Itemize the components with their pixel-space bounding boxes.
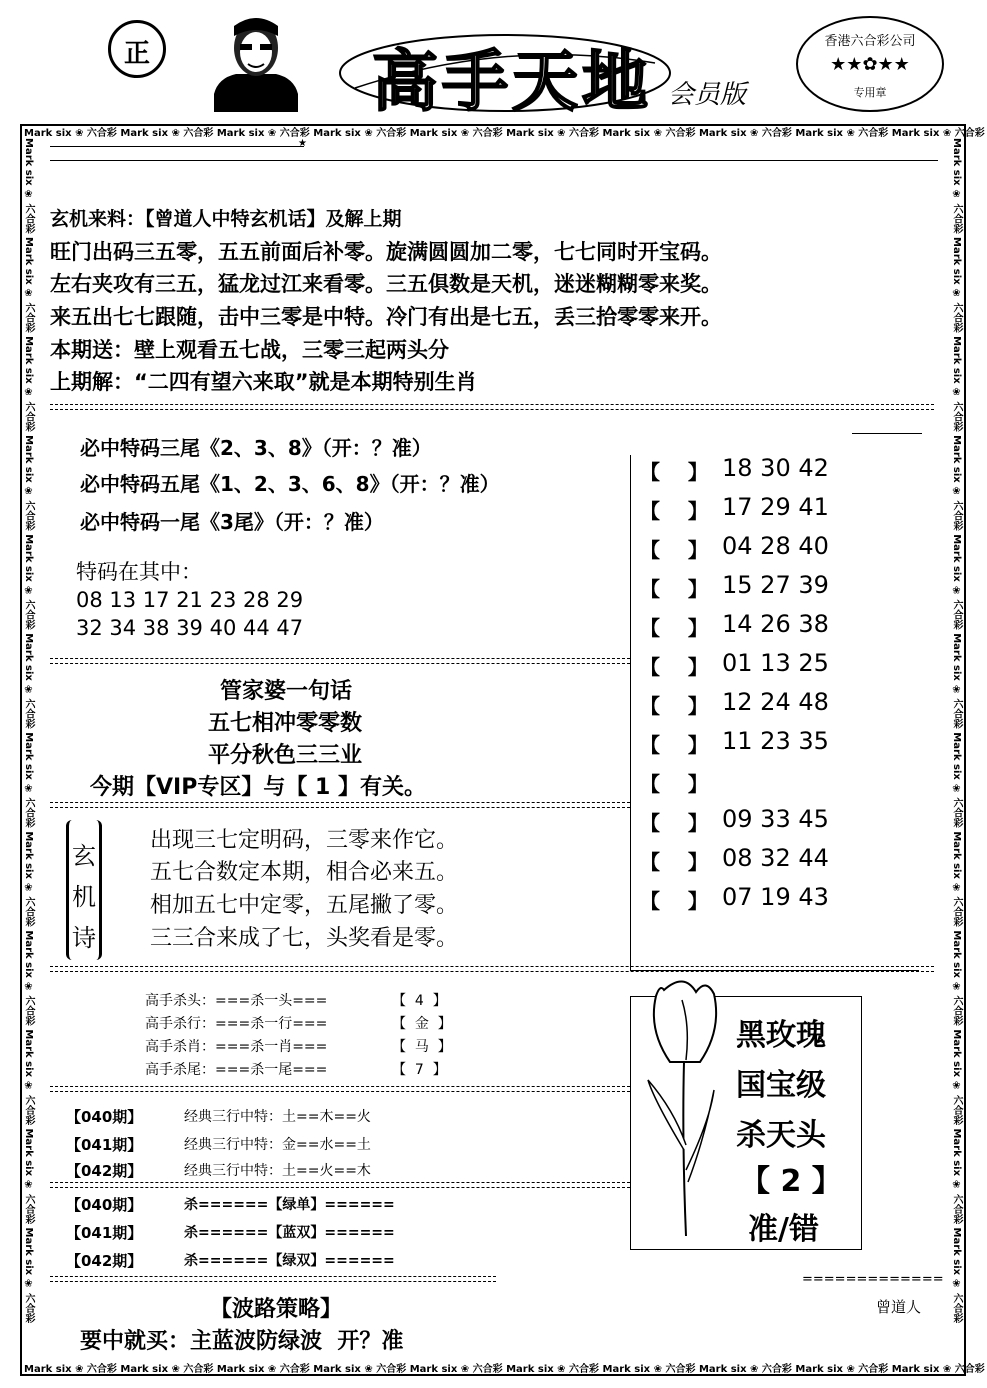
divider	[50, 1086, 630, 1092]
list-bracket: 【 】	[640, 889, 708, 913]
list-numbers: 15 27 39	[722, 571, 829, 599]
poem-tag-char: 玄	[72, 842, 96, 870]
list-bracket: 【 】	[640, 538, 708, 562]
period-label: 【041期】	[66, 1224, 143, 1242]
riddle-line-4: 本期送：壁上观看五七战，三零三起两头分	[50, 338, 449, 362]
rose-line-3: 杀天头	[736, 1118, 826, 1153]
list-numbers: 08 32 44	[722, 844, 829, 872]
housekeeper-line-2: 平分秋色三三业	[208, 743, 363, 768]
riddle-line-5: 上期解：“二四有望六来取”就是本期特别生肖	[50, 370, 477, 394]
tails-numbers-2: 32 34 38 39 40 44 47	[76, 616, 304, 640]
list-bracket: 【 】	[640, 616, 708, 640]
tails-numbers-1: 08 13 17 21 23 28 29	[76, 588, 304, 612]
tails-line-3: 必中特码一尾《3尾》（开：？准）	[80, 510, 384, 534]
poem-line: 出现三七定明码，三零来作它。	[150, 828, 459, 853]
page-subtitle: 会员版	[668, 80, 747, 110]
divider	[50, 404, 934, 410]
list-bracket: 【 】	[640, 655, 708, 679]
border-bottom: Mark six ❀ 六合彩 Mark six ❀ 六合彩 Mark six ❀ 六合彩 Mark six ❀ 六合彩 Mark six ❀ 六合彩 Mark six ❀ 六合彩 Mark six ❀ 六合彩 Mark six ❀ 六合彩 Mark six ❀ 六合彩 Mark six ❀ 六合彩	[24, 1364, 985, 1375]
company-seal	[796, 16, 944, 112]
period-label: 【042期】	[66, 1162, 143, 1180]
badge-text: 正	[123, 39, 150, 69]
list-bracket: 【 】	[640, 811, 708, 835]
tulip-icon	[634, 970, 726, 1240]
kill-value: 【 金 】	[392, 1016, 452, 1032]
period-label: 【041期】	[66, 1136, 143, 1154]
border-top: Mark six ❀ 六合彩 Mark six ❀ 六合彩 Mark six ❀ 六合彩 Mark six ❀ 六合彩 Mark six ❀ 六合彩 Mark six ❀ 六合彩 Mark six ❀ 六合彩 Mark six ❀ 六合彩 Mark six ❀ 六合彩 Mark six ❀ 六合彩	[24, 128, 985, 139]
tails-label: 特码在其中：	[76, 560, 202, 584]
period-label: 【040期】	[66, 1196, 143, 1214]
right-short-rule	[852, 433, 922, 434]
period-label: 【042期】	[66, 1252, 143, 1270]
list-numbers: 04 28 40	[722, 532, 829, 560]
element-text: 经典三行中特：金==水==土	[184, 1137, 371, 1153]
divider	[50, 1182, 630, 1188]
top-rule	[50, 146, 304, 147]
divider	[50, 966, 934, 972]
poem-tag-char: 机	[72, 883, 96, 911]
list-numbers: 01 13 25	[722, 649, 829, 677]
list-numbers: 07 19 43	[722, 883, 829, 911]
wave-deco: =============	[802, 1272, 944, 1287]
border-left: Mark six ❀ 六合彩 Mark six ❀ 六合彩 Mark six ❀ 六合彩 Mark six ❀ 六合彩 Mark six ❀ 六合彩 Mark six ❀ 六合彩 Mark six ❀ 六合彩 Mark six ❀ 六合彩 Mark six ❀ 六合彩 Mark six ❀ 六合彩 Mark six ❀ 六合彩 Mark six ❀ 六合彩	[23, 138, 34, 1324]
period-label: 【040期】	[66, 1108, 143, 1126]
tails-line-2: 必中特码五尾《1、2、3、6、8》（开：？准）	[80, 472, 500, 496]
list-bracket: 【 】	[640, 850, 708, 874]
poem-tag-char: 诗	[72, 924, 96, 952]
badge-circle	[108, 20, 166, 78]
kill-label: 高手杀肖：===杀一肖===	[145, 1039, 328, 1055]
list-numbers: 17 29 41	[722, 493, 829, 521]
color-kill-text: 杀======【绿双】======	[184, 1253, 395, 1269]
wave-text: 要中就买：主蓝波防绿波 开？准	[80, 1329, 404, 1354]
kill-label: 高手杀尾：===杀一尾===	[145, 1062, 328, 1078]
riddle-heading: 玄机来料：【曾道人中特玄机话】及解上期	[50, 208, 402, 230]
kill-value: 【 马 】	[392, 1039, 452, 1055]
portrait-image	[212, 12, 300, 112]
list-numbers: 18 30 42	[722, 454, 829, 482]
housekeeper-title: 管家婆一句话	[220, 679, 353, 704]
kill-label: 高手杀行：===杀一行===	[145, 1016, 328, 1032]
list-bracket: 【 】	[640, 577, 708, 601]
list-bracket: 【 】	[640, 772, 708, 796]
rose-line-5: 准/错	[748, 1212, 819, 1247]
riddle-line-3: 来五出七七跟随，击中三零是中特。冷门有出是七五，丢三拾零零来开。	[50, 305, 722, 329]
seal-stars: ★★✿★★	[830, 54, 910, 75]
rose-line-1: 黑玫瑰	[736, 1018, 826, 1053]
divider	[50, 802, 630, 808]
element-text: 经典三行中特：土==木==火	[184, 1109, 371, 1125]
author-name: 曾道人	[876, 1298, 922, 1316]
top-rule-star: ★	[298, 138, 307, 149]
list-numbers: 12 24 48	[722, 688, 829, 716]
riddle-line-2: 左右夹攻有三五，猛龙过江来看零。三五倶数是天机，迷迷糊糊零来奖。	[50, 272, 722, 296]
kill-value: 【 4 】	[392, 993, 447, 1009]
seal-top-text: 香港六合彩公司	[824, 34, 916, 49]
color-kill-text: 杀======【绿单】======	[184, 1197, 395, 1213]
poem-line: 三三合来成了七，头奖看是零。	[150, 926, 459, 951]
housekeeper-line-1: 五七相冲零零数	[208, 711, 363, 736]
list-bracket: 【 】	[640, 460, 708, 484]
top-rule-long	[50, 160, 938, 161]
rose-line-4: 【 2 】	[740, 1164, 842, 1199]
poem-tag	[66, 820, 102, 960]
list-numbers: 09 33 45	[722, 805, 829, 833]
list-bracket: 【 】	[640, 499, 708, 523]
seal-bottom-text: 专用章	[853, 86, 887, 99]
kill-value: 【 7 】	[392, 1062, 447, 1078]
riddle-line-1: 旺门出码三五零，五五前面后补零。旋满圆圆加二零，七七同时开宝码。	[50, 240, 722, 264]
housekeeper-line-3: 今期【VIP专区】与【 1 】有关。	[90, 775, 426, 800]
border-right: Mark six ❀ 六合彩 Mark six ❀ 六合彩 Mark six ❀ 六合彩 Mark six ❀ 六合彩 Mark six ❀ 六合彩 Mark six ❀ 六合彩 Mark six ❀ 六合彩 Mark six ❀ 六合彩 Mark six ❀ 六合彩 Mark six ❀ 六合彩 Mark six ❀ 六合彩 Mark six ❀ 六合彩	[951, 138, 962, 1324]
element-text: 经典三行中特：土==火==木	[184, 1163, 371, 1179]
rose-line-2: 国宝级	[736, 1068, 826, 1103]
tails-line-1: 必中特码三尾《2、3、8》（开：？准）	[80, 436, 432, 460]
list-numbers: 11 23 35	[722, 727, 829, 755]
color-kill-text: 杀======【蓝双】======	[184, 1225, 395, 1241]
poem-line: 相加五七中定零，五尾撇了零。	[150, 893, 459, 918]
list-bracket: 【 】	[640, 694, 708, 718]
kill-label: 高手杀头：===杀一头===	[145, 993, 328, 1009]
poem-line: 五七合数定本期，相合必来五。	[150, 860, 459, 885]
wave-title: 【波路策略】	[210, 1297, 343, 1322]
divider	[50, 1276, 496, 1282]
divider	[50, 658, 630, 664]
list-bracket: 【 】	[640, 733, 708, 757]
list-numbers: 14 26 38	[722, 610, 829, 638]
page-title: 高手天地	[372, 42, 652, 120]
